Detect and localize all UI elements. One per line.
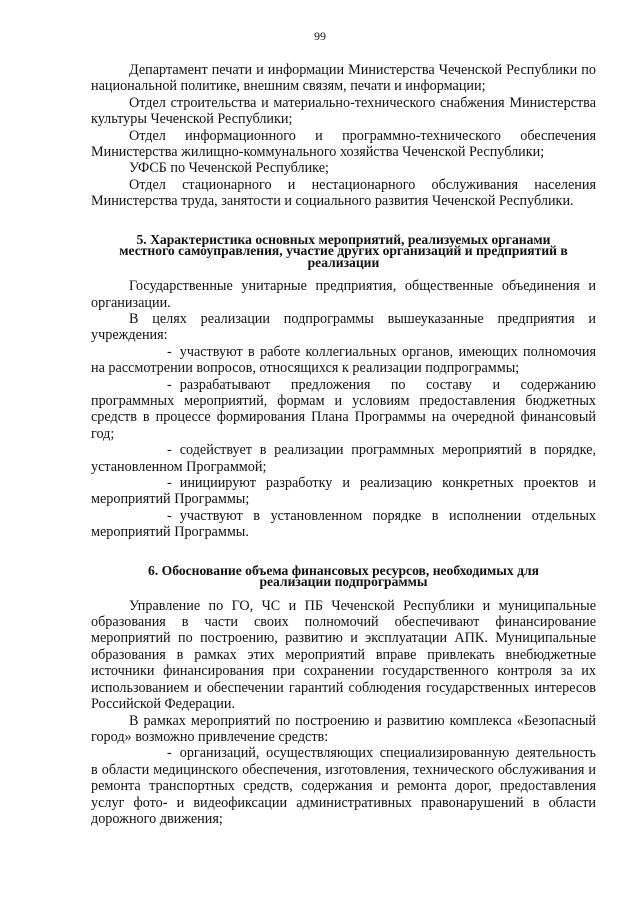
bullet-dash: -	[167, 376, 172, 393]
bullet-dash: -	[167, 507, 172, 524]
bullet-text: разрабатывают предложения по составу и содержанию программных мероприятий, формам и условиям предоставления бюджетных средств в процессе формирования Плана Программы на очередной финансовый год;	[91, 376, 596, 442]
section-6-title-line: 6. Обоснование объема финансовых ресурсов, необходимых для	[148, 562, 539, 578]
section-5-title-line: реализации	[307, 254, 380, 270]
section-6-paragraph: В рамках мероприятий по построению и развитию комплекса «Безопасный город» возможно привлечение средств:	[91, 712, 596, 745]
section-6-paragraph: Управление по ГО, ЧС и ПБ Чеченской Республики и муниципальные образования в части своих полномочий обеспечивают финансирование мероприятий по построению, развитию и эксплуатации АПК. Муниципальные образования в рамках этих мероприятий вправе привлекать внебюджетные источники финансирования при сохранении государственного контроля за их использованием и обеспечении гарантий соблюдения государственных интересов Российской Федерации.	[91, 597, 596, 713]
bullet-text: участвуют в работе коллегиальных органов, имеющих полномочия на рассмотрении вопросов, относящихся к реализации подпрограммы;	[91, 343, 596, 377]
section-6-bullet	[91, 745, 596, 827]
bullet-dash: -	[167, 343, 172, 360]
section-6-title-line: реализации подпрограммы	[259, 574, 428, 590]
section-5-title-line: 5. Характеристика основных мероприятий, реализуемых органами	[136, 231, 551, 247]
section-5-bullet	[91, 377, 596, 443]
section-5-paragraph: Государственные унитарные предприятия, общественные объединения и организации.	[91, 278, 596, 311]
intro-item: Департамент печати и информации Министерства Чеченской Республики по национальной политике, внешним связям, печати и информации;	[91, 62, 596, 95]
bullet-text: организаций, осуществляющих специализированную деятельность в области медицинского обеспечения, изготовления, технического обслуживания и ремонта транспортных средств, содержания и ремонта дорог, предоставления услуг фото- и видеофиксации административных правонарушений в области дорожного движения;	[91, 745, 596, 827]
intro-item: УФСБ по Чеченской Республике;	[129, 160, 329, 177]
intro-item: Отдел строительства и материально-технического снабжения Министерства культуры Чеченской Республики;	[91, 94, 596, 128]
section-6-heading	[91, 562, 596, 590]
section-5-bullet	[91, 508, 596, 541]
section-5-heading	[91, 231, 596, 270]
bullet-dash: -	[167, 745, 172, 762]
section-5-paragraph: В целях реализации подпрограммы вышеуказанные предприятия и учреждения:	[91, 310, 596, 344]
bullet-dash: -	[167, 442, 172, 459]
bullet-text: содействует в реализации программных мероприятий в порядке, установленном Программой;	[91, 442, 596, 475]
section-5-bullet	[91, 475, 596, 508]
page-number: 99	[314, 29, 326, 43]
section-5-title-line: местного самоуправления, участие других организаций и предприятий в	[119, 243, 568, 259]
document-body	[91, 62, 596, 827]
bullet-dash: -	[167, 475, 172, 492]
bullet-text: участвуют в установленном порядке в исполнении отдельных мероприятий Программы.	[91, 507, 596, 541]
intro-item: Отдел информационного и программно-технического обеспечения Министерства жилищно-коммунального хозяйства Чеченской Республики;	[91, 127, 596, 161]
bullet-text: инициируют разработку и реализацию конкретных проектов и мероприятий Программы;	[91, 475, 596, 508]
section-5-bullet	[91, 344, 596, 377]
section-5-bullet	[91, 442, 596, 475]
intro-item: Отдел стационарного и нестационарного обслуживания населения Министерства труда, занятости и социального развития Чеченской Республики.	[91, 176, 596, 210]
